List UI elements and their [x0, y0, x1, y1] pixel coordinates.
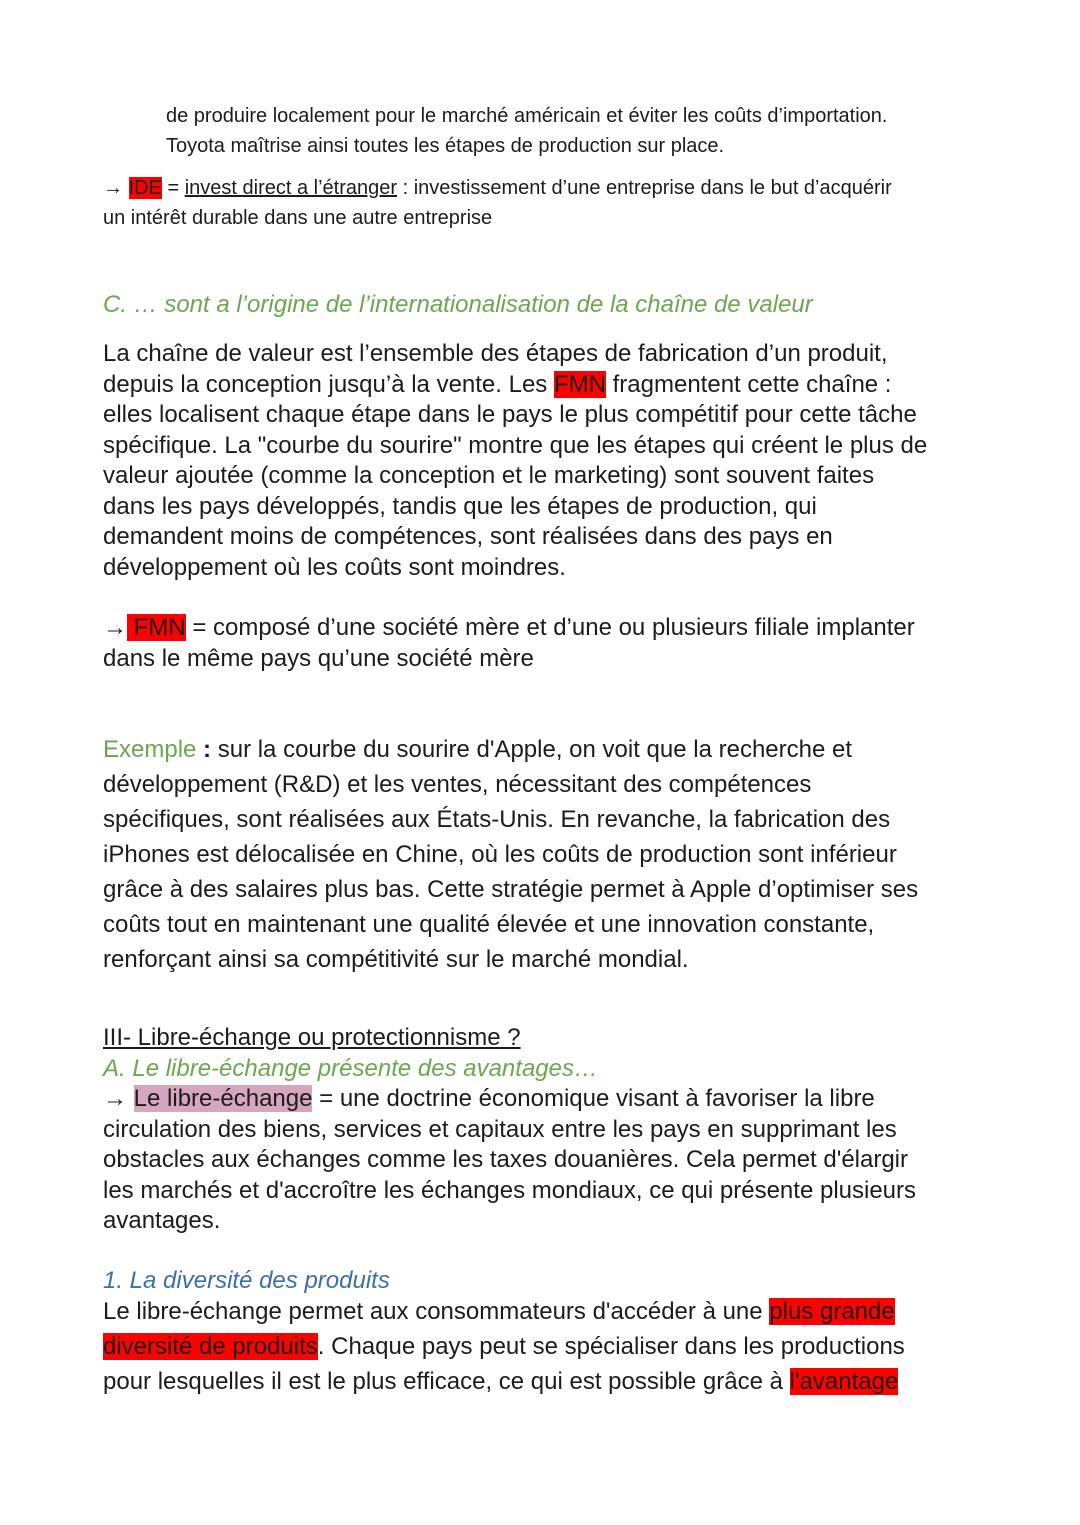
fmn-definition: → FMN = composé d’une société mère et d’une ou plusieurs filiale implanter dans le même pays qu’une société mère [103, 614, 915, 672]
highlight-plus-grande: plus grande [769, 1298, 895, 1325]
intro-text [166, 101, 887, 161]
libre-echange-term: Le libre-échange [133, 1085, 313, 1112]
diversite-paragraph: Le libre-échange permet aux consommateurs d'accéder à une plus grande diversité de produits. Chaque pays peut se spécialiser dans les productions pour lesquelles il est le plus efficace, ce qui est possible grâce à l'avantage [103, 1298, 905, 1395]
highlight-avantage: l'avantage [789, 1368, 899, 1395]
part-3-title: III- Libre-échange ou protectionnisme ? [103, 1024, 521, 1051]
ide-term: IDE [128, 177, 162, 199]
intro-line-2: Toyota maîtrise ainsi toutes les étapes de production sur place. [166, 135, 725, 157]
example-label: Exemple [103, 736, 197, 763]
intro-line-1: de produire localement pour le marché américain et éviter les coûts d’importation. [166, 105, 888, 127]
highlight-diversite: diversité de produits [103, 1333, 318, 1360]
ide-line-2: un intérêt durable dans une autre entreprise [103, 207, 493, 229]
part-3: III- Libre-échange ou protectionnisme ? A. Le libre-échange présente des avantages… → Le libre-échange = une doctrine économique visant à favoriser la libre circulation des biens, services et capitaux entre les pays en supprimant les obstacles aux échanges comme les taxes douanières. Cela permet d'élargir les marchés et d'accroître les échanges mondiaux, ce qui présente plusieurs avantages. [103, 1024, 917, 1234]
section-c-heading: C. … sont a l’origine de l’internationalisation de la chaîne de valeur [103, 291, 813, 318]
ide-definition [103, 173, 892, 233]
subheading-diversite: 1. La diversité des produits [103, 1267, 390, 1294]
ide-line-1: → IDE = invest direct a l’étranger : investissement d’une entreprise dans le but d’acquérir [103, 177, 892, 199]
fmn-term: FMN [127, 614, 186, 641]
part-3-subheading-a: A. Le libre-échange présente des avantages… [103, 1054, 598, 1082]
ide-underlined: invest direct a l’étranger [184, 177, 398, 199]
fmn-highlight: FMN [553, 370, 606, 398]
section-c-paragraph: La chaîne de valeur est l’ensemble des étapes de fabrication d’un produit, depuis la conception jusqu’à la vente. Les FMN fragmentent cette chaîne : elles localisent chaque étape dans le pays le plus compétitif pour cette tâche spécifique. La "courbe du sourire" montre que les étapes qui créent le plus de valeur ajoutée (comme la conception et le marketing) sont souvent faites dans les pays développés, tandis que les étapes de production, qui demandent moins de compétences, sont réalisées dans des pays en développement où les coûts sont moindres. [103, 340, 928, 581]
example-paragraph: Exemple : sur la courbe du sourire d'Apple, on voit que la recherche et développement (R&D) et les ventes, nécessitant des compétences spécifiques, sont réalisées aux États-Unis. En revanche, la fabrication des iPhones est délocalisée en Chine, où les coûts de production sont inférieur grâce à des salaires plus bas. Cette stratégie permet à Apple d’optimiser ses coûts tout en maintenant une qualité élevée et une innovation constante, renforçant ainsi sa compétitivité sur le marché mondial. [103, 736, 919, 973]
